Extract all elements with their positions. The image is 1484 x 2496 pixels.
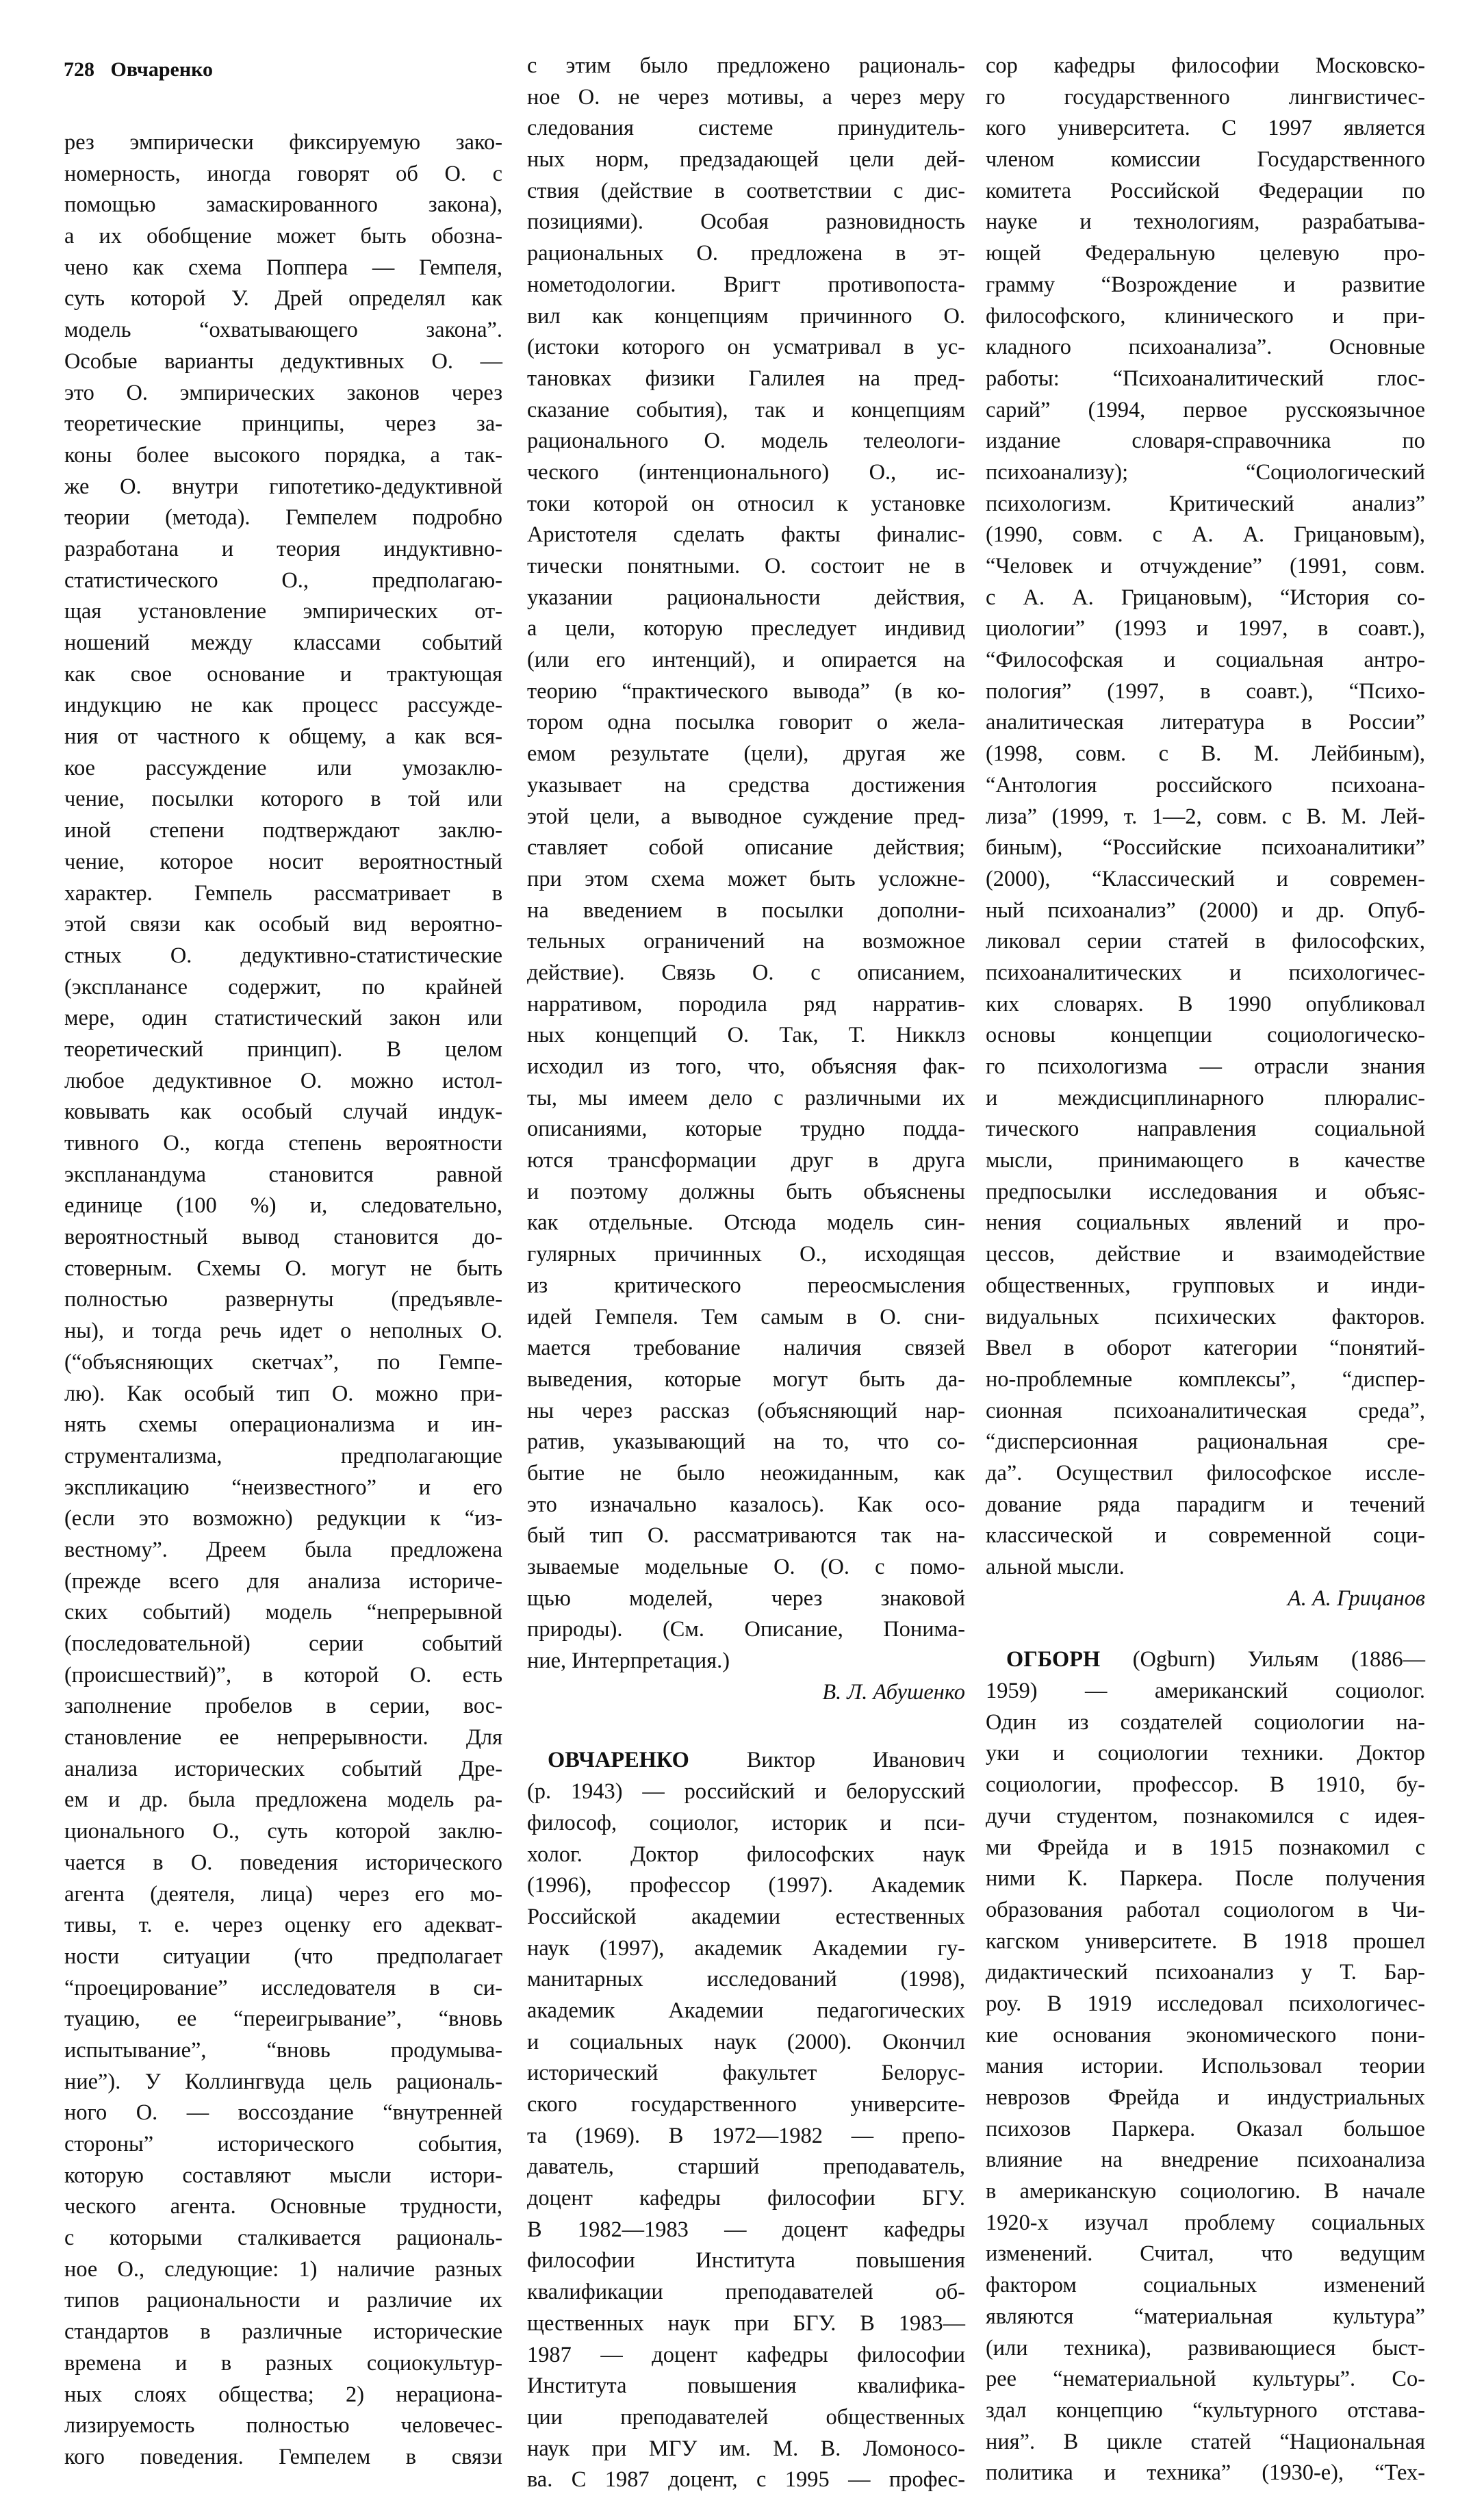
text-line: стороны” исторического события, bbox=[64, 2132, 502, 2156]
text-line: рациональных О. предложена в эт- bbox=[527, 241, 965, 266]
text-line: влияние на внедрение психоанализа bbox=[986, 2148, 1425, 2173]
text-line: ных концепций О. Так, Т. Никклз bbox=[527, 1023, 965, 1048]
text-line: да”. Осуществил философское иссле- bbox=[986, 1460, 1425, 1486]
text-line: го государственного лингвистичес- bbox=[986, 84, 1425, 110]
text-line: основы концепции социологическо- bbox=[986, 1023, 1425, 1048]
text-line: социологии, профессор. В 1910, бу- bbox=[986, 1772, 1425, 1798]
text-line: тически понятными. О. состоит не в bbox=[527, 554, 965, 578]
text-line: позициями). Особая разновидность bbox=[527, 209, 965, 235]
text-line: (истоки которого он усматривал в ус- bbox=[527, 335, 965, 360]
text-line: общественных, групповых и инди- bbox=[986, 1273, 1425, 1298]
running-header bbox=[64, 58, 213, 81]
text-line: емом результате (цели), другая же bbox=[527, 741, 965, 767]
author-signature: А. А. Грицанов bbox=[1288, 1586, 1425, 1611]
text-line: (если это возможно) редукции к “из- bbox=[64, 1506, 502, 1531]
text-line: циологии” (1993 и 1997, в соавт.), bbox=[986, 616, 1425, 641]
text-line: чение, которое носит вероятностный bbox=[64, 849, 502, 874]
text-line: времена и в разных социокультур- bbox=[64, 2350, 502, 2376]
text-line: кладного психоанализа”. Основные bbox=[986, 335, 1425, 360]
text-line: образования работал социологом в Чи- bbox=[986, 1897, 1425, 1922]
text-line: ционального О., суть которой заклю- bbox=[64, 1819, 502, 1844]
text-line: токи которой он относил к установке bbox=[527, 491, 965, 516]
text-line: теоретический принцип). В целом bbox=[64, 1036, 502, 1062]
text-line: ных слоях общества; 2) нерациона- bbox=[64, 2382, 502, 2407]
text-line: наук (1997), академик Академии гу- bbox=[527, 1935, 965, 1961]
text-line: “Человек и отчуждение” (1991, совм. bbox=[986, 554, 1425, 578]
text-line: психозов Паркера. Оказал большое bbox=[986, 2116, 1425, 2141]
text-line: даватель, старший преподаватель, bbox=[527, 2154, 965, 2180]
text-line: туацию, ее “переигрывание”, “вновь bbox=[64, 2007, 502, 2032]
text-line: индукцию не как процесс рассужде- bbox=[64, 693, 502, 718]
text-line: (последовательной) серии событий bbox=[64, 1631, 502, 1656]
text-line: “проецирование” исследователя в си- bbox=[64, 1975, 502, 2000]
text-line: ния от частного к общему, а как вся- bbox=[64, 724, 502, 750]
text-line: наук при МГУ им. М. В. Ломоносо- bbox=[527, 2436, 965, 2461]
text-line: ющей Федеральную целевую про- bbox=[986, 241, 1425, 266]
text-line: (или техника), развивающиеся быст- bbox=[986, 2335, 1425, 2360]
text-line: нарративом, породила ряд нарратив- bbox=[527, 991, 965, 1017]
text-line: испытывание”, “вновь продумыва- bbox=[64, 2037, 502, 2063]
text-line: ный психоанализ” (2000) и др. Опуб- bbox=[986, 897, 1425, 923]
text-line: коны более высокого порядка, а так- bbox=[64, 442, 502, 468]
text-line: ции преподавателей общественных bbox=[527, 2404, 965, 2430]
text-line: но-проблемные комплексы”, “диспер- bbox=[986, 1366, 1425, 1392]
text-line: экспланандума становится равной bbox=[64, 1162, 502, 1187]
text-line: Российской академии естественных bbox=[527, 1904, 965, 1929]
text-line: Аристотеля сделать факты финалис- bbox=[527, 522, 965, 548]
text-line: мания истории. Использовал теории bbox=[986, 2054, 1425, 2079]
text-line: полностью развернуты (предъявле- bbox=[64, 1287, 502, 1312]
column-middle bbox=[527, 51, 965, 2496]
text-line: это изначально казалось). Как осо- bbox=[527, 1492, 965, 1517]
text-line: работы: “Психоаналитический глос- bbox=[986, 366, 1425, 391]
text-line: дидактический психоанализ у Т. Бар- bbox=[986, 1960, 1425, 1985]
text-line: 1959) — американский социолог. bbox=[986, 1679, 1425, 1704]
entry-continuation bbox=[527, 51, 965, 1677]
text-line: с А. А. Грицановым), “История со- bbox=[986, 585, 1425, 610]
text-line: суть которой У. Дрей определял как bbox=[64, 286, 502, 311]
text-line: становление ее непрерывности. Для bbox=[64, 1725, 502, 1750]
text-line: сор кафедры философии Московско- bbox=[986, 53, 1425, 78]
headword: ОВЧАРЕНКО bbox=[548, 1748, 689, 1773]
text-line: зываемые модельные О. (О. с помо- bbox=[527, 1555, 965, 1579]
running-title: Овчаренко bbox=[110, 58, 213, 81]
text-line: здал концепцию “культурного отстава- bbox=[986, 2397, 1425, 2423]
text-line: бый тип О. рассматриваются так на- bbox=[527, 1523, 965, 1549]
text-line: и междисциплинарного плюралис- bbox=[986, 1085, 1425, 1110]
text-line: ем и др. была предложена модель ра- bbox=[64, 1787, 502, 1813]
text-line: нометодологии. Вригт противопоста- bbox=[527, 272, 965, 297]
text-line: ние, Интерпретация.) bbox=[527, 1648, 730, 1674]
text-line: и социальных наук (2000). Окончил bbox=[527, 2029, 965, 2054]
entry-gap bbox=[527, 1708, 965, 1745]
text-line: грамму “Возрождение и развитие bbox=[986, 272, 1425, 297]
text-line: щественных наук при БГУ. В 1983— bbox=[527, 2310, 965, 2336]
text-line: действие). Связь О. с описанием, bbox=[527, 960, 965, 985]
text-line: являются “материальная культура” bbox=[986, 2304, 1425, 2329]
text-line: вероятностный вывод становится до- bbox=[64, 1225, 502, 1250]
text-line: с которыми сталкивается рациональ- bbox=[64, 2226, 502, 2251]
text-line: теорию “практического вывода” (в ко- bbox=[527, 678, 965, 704]
text-line: следования системе принудитель- bbox=[527, 116, 965, 141]
text-line: струментализма, предполагающие bbox=[64, 1443, 502, 1468]
text-line: тановках физики Галилея на пред- bbox=[527, 366, 965, 391]
text-line: бытие не было неожиданным, как bbox=[527, 1460, 965, 1486]
text-line: ва. С 1987 доцент, с 1995 — профес- bbox=[527, 2467, 965, 2493]
text-line: ны через рассказ (объясняющий нар- bbox=[527, 1398, 965, 1423]
text-line: ния”. В цикле статей “Национальная bbox=[986, 2429, 1425, 2454]
text-line: лю). Как особый тип О. можно при- bbox=[64, 1381, 502, 1406]
text-line: ми Фрейда и в 1915 познакомил с bbox=[986, 1835, 1425, 1860]
text-line: типов рациональности и различие их bbox=[64, 2288, 502, 2313]
text-line: (или его интенций), и опирается на bbox=[527, 648, 965, 673]
text-line: ними К. Паркера. После получения bbox=[986, 1866, 1425, 1892]
text-line: дучи студентом, познакомился с идея- bbox=[986, 1803, 1425, 1829]
text-line: го психологизма — отрасли знания bbox=[986, 1054, 1425, 1079]
heading-rest: Виктор Иванович bbox=[746, 1748, 965, 1773]
text-line: щью моделей, через знаковой bbox=[527, 1586, 965, 1611]
text-line: “Философская и социальная антро- bbox=[986, 648, 1425, 673]
text-line: роу. В 1919 исследовал психологичес- bbox=[986, 1991, 1425, 2016]
text-line: нения социальных явлений и про- bbox=[986, 1210, 1425, 1236]
text-line: ности ситуации (что предполагает bbox=[64, 1944, 502, 1969]
text-line: чено как схема Поппера — Гемпеля, bbox=[64, 255, 502, 280]
text-line: которую составляют мысли истори- bbox=[64, 2163, 502, 2188]
text-line: мере, один статистический закон или bbox=[64, 1006, 502, 1031]
text-line: номерность, иногда говорят об О. с bbox=[64, 161, 502, 186]
text-line: природы). (См. Описание, Понима- bbox=[527, 1617, 965, 1642]
text-line: тельных ограничений на возможное bbox=[527, 929, 965, 954]
text-line: ты, мы имеем дело с различными их bbox=[527, 1085, 965, 1110]
text-line: рационального О. модель телеологи- bbox=[527, 429, 965, 454]
entry-body bbox=[527, 1777, 965, 2496]
text-line: ковывать как особый случай индук- bbox=[64, 1099, 502, 1125]
text-line: сказание события), так и концепциям bbox=[527, 397, 965, 422]
text-line: дование ряда парадигм и течений bbox=[986, 1492, 1425, 1517]
text-line: ношений между классами событий bbox=[64, 631, 502, 655]
text-line: комитета Российской Федерации по bbox=[986, 178, 1425, 203]
text-line: ких словарях. В 1990 опубликовал bbox=[986, 991, 1425, 1017]
text-line: “дисперсионная рациональная сре- bbox=[986, 1429, 1425, 1455]
text-line: исторический факультет Белорус- bbox=[527, 2061, 965, 2086]
text-line: рее “нематериальной культуры”. Со- bbox=[986, 2367, 1425, 2392]
text-line: ного О. — воссоздание “внутренней bbox=[64, 2100, 502, 2126]
text-line: ются трансформации друг в друга bbox=[527, 1148, 965, 1173]
entry-heading bbox=[986, 1644, 1425, 1676]
text-line: (прежде всего для анализа историче- bbox=[64, 1568, 502, 1594]
text-line: политика и техника” (1930-е), “Тех- bbox=[986, 2460, 1425, 2486]
text-line: из критического переосмысления bbox=[527, 1273, 965, 1298]
text-line: (“объясняющих скетчах”, по Гемпе- bbox=[64, 1349, 502, 1375]
text-line: (р. 1943) — российский и белорусский bbox=[527, 1779, 965, 1805]
text-line: теории (метода). Гемпелем подробно bbox=[64, 505, 502, 531]
text-line: теоретические принципы, через за- bbox=[64, 411, 502, 437]
text-line: стных О. дедуктивно-статистические bbox=[64, 943, 502, 968]
text-line: манитарных исследований (1998), bbox=[527, 1967, 965, 1992]
text-line: тивного О., когда степень вероятности bbox=[64, 1131, 502, 1156]
text-line: Один из создателей социологии на- bbox=[986, 1709, 1425, 1735]
text-line: пология” (1997, в соавт.), “Психо- bbox=[986, 678, 1425, 704]
text-line: анализа исторических событий Дре- bbox=[64, 1756, 502, 1781]
text-line: ное О., следующие: 1) наличие разных bbox=[64, 2256, 502, 2282]
text-line: указывает на средства достижения bbox=[527, 772, 965, 798]
text-line: ны), и тогда речь идет о неполных О. bbox=[64, 1319, 502, 1344]
text-line: разработана и теория индуктивно- bbox=[64, 536, 502, 561]
text-line: сарий” (1994, первое русскоязычное bbox=[986, 397, 1425, 422]
text-line: заполнение пробелов в серии, вос- bbox=[64, 1694, 502, 1719]
text-line: вил как концепциям причинного О. bbox=[527, 303, 965, 329]
text-line: психоанализу); “Социологический bbox=[986, 459, 1425, 485]
text-line: тором одна посылка говорит о жела- bbox=[527, 710, 965, 735]
text-line: этой цели, а выводное суждение пред- bbox=[527, 804, 965, 829]
text-line: исходил из того, что, объясняя фак- bbox=[527, 1054, 965, 1079]
text-line: кое рассуждение или умозаклю- bbox=[64, 755, 502, 780]
text-line: чение, посылки которого в той или bbox=[64, 787, 502, 812]
text-line: (1990, совм. с А. А. Грицановым), bbox=[986, 522, 1425, 548]
text-line: 1987 — доцент кафедры философии bbox=[527, 2342, 965, 2367]
text-line: агента (деятеля, лица) через его мо- bbox=[64, 1881, 502, 1907]
text-line: кие основания экономического пони- bbox=[986, 2022, 1425, 2048]
text-line: любое дедуктивное О. можно истол- bbox=[64, 1068, 502, 1093]
text-line: 1920-х изучал проблему социальных bbox=[986, 2210, 1425, 2235]
text-line: щая установление эмпирических от- bbox=[64, 599, 502, 624]
text-line: (1996), профессор (1997). Академик bbox=[527, 1873, 965, 1898]
text-line: нять схемы операционализма и ин- bbox=[64, 1412, 502, 1438]
text-line: характер. Гемпель рассматривает в bbox=[64, 880, 502, 906]
text-line: кого университета. С 1997 является bbox=[986, 116, 1425, 141]
text-line: на введением в посылки дополни- bbox=[527, 897, 965, 923]
entry-continuation bbox=[986, 51, 1425, 1583]
text-line: помощью замаскированного закона), bbox=[64, 192, 502, 218]
text-line: неврозов Фрейда и индустриальных bbox=[986, 2085, 1425, 2110]
text-line: (1998, совм. с В. М. Лейбиным), bbox=[986, 741, 1425, 767]
heading-rest: (Ogburn) Уильям (1886— bbox=[1132, 1647, 1425, 1672]
text-line: тивы, т. е. через оценку его адекват- bbox=[64, 1913, 502, 1938]
text-line: предпосылки исследования и объяс- bbox=[986, 1179, 1425, 1204]
text-line: биным), “Российские психоаналитики” bbox=[986, 835, 1425, 861]
text-line: альной мысли. bbox=[986, 1555, 1125, 1579]
text-line: ние”). У Коллингвуда цель рациональ- bbox=[64, 2069, 502, 2094]
column-right bbox=[986, 51, 1425, 2489]
text-line: (экспланансе содержит, по крайней bbox=[64, 974, 502, 999]
text-line: аналитическая литература в России” bbox=[986, 710, 1425, 735]
text-line: фактором социальных изменений bbox=[986, 2273, 1425, 2298]
text-line: единице (100 %) и, следовательно, bbox=[64, 1193, 502, 1219]
text-line: членом комиссии Государственного bbox=[986, 147, 1425, 173]
text-line: “Антология российского психоана- bbox=[986, 772, 1425, 798]
text-line: лиза” (1999, т. 1—2, совм. с В. М. Лей- bbox=[986, 804, 1425, 829]
text-line: идей Гемпеля. Тем самым в О. сни- bbox=[527, 1304, 965, 1329]
text-line: классической и современной соци- bbox=[986, 1523, 1425, 1549]
text-line: В 1982—1983 — доцент кафедры bbox=[527, 2217, 965, 2242]
text-line: ствия (действие в соответствии с дис- bbox=[527, 178, 965, 203]
entry-heading bbox=[527, 1745, 965, 1777]
text-line: издание словаря-справочника по bbox=[986, 429, 1425, 454]
text-line: описаниями, которые трудно подда- bbox=[527, 1117, 965, 1142]
text-line: (происшествий)”, в которой О. есть bbox=[64, 1662, 502, 1688]
text-line: вестному”. Дреем была предложена bbox=[64, 1537, 502, 1562]
text-line: академик Академии педагогических bbox=[527, 1998, 965, 2023]
text-line: при этом схема может быть усложне- bbox=[527, 866, 965, 891]
text-line: психологизм. Критический анализ” bbox=[986, 491, 1425, 516]
text-line: доцент кафедры философии БГУ. bbox=[527, 2186, 965, 2211]
column-left bbox=[64, 127, 502, 2473]
text-line: психоаналитических и психологичес- bbox=[986, 960, 1425, 985]
text-line: видуальных психических факторов. bbox=[986, 1304, 1425, 1329]
text-line: Ввел в оборот категории “понятий- bbox=[986, 1336, 1425, 1361]
text-line: а их обобщение может быть обозна- bbox=[64, 224, 502, 249]
text-line: лизируемость полностью человечес- bbox=[64, 2413, 502, 2438]
text-line: ставляет собой описание действия; bbox=[527, 835, 965, 861]
text-line: науке и технологиям, разрабатыва- bbox=[986, 209, 1425, 235]
text-line: изменений. Считал, что ведущим bbox=[986, 2241, 1425, 2267]
text-line: кагском университете. В 1918 прошел bbox=[986, 1928, 1425, 1954]
text-line: ных норм, предзадающей цели дей- bbox=[527, 147, 965, 173]
text-line: ликовал серии статей в философских, bbox=[986, 929, 1425, 954]
headword: ОГБОРН bbox=[1006, 1647, 1101, 1672]
text-line: это О. эмпирических законов через bbox=[64, 380, 502, 405]
text-line: как свое основание и трактующая bbox=[64, 661, 502, 687]
author-signature: В. Л. Абушенко bbox=[822, 1679, 965, 1705]
text-line: ческого агента. Основные трудности, bbox=[64, 2194, 502, 2219]
text-line: философ, социолог, историк и пси- bbox=[527, 1810, 965, 1835]
text-line: ских событий) модель “непрерывной bbox=[64, 1600, 502, 1625]
page-number: 728 bbox=[64, 58, 94, 81]
text-line: тического направления социальной bbox=[986, 1117, 1425, 1142]
text-line: ского государственного университе- bbox=[527, 2092, 965, 2117]
text-line: стандартов в различные исторические bbox=[64, 2319, 502, 2345]
text-line: философии Института повышения bbox=[527, 2248, 965, 2274]
text-line: холог. Доктор философских наук bbox=[527, 1842, 965, 1867]
text-line: ное О. не через мотивы, а через меру bbox=[527, 84, 965, 110]
text-line: и поэтому должны быть объяснены bbox=[527, 1179, 965, 1204]
text-line: ческого (интенционального) О., ис- bbox=[527, 459, 965, 485]
text-line: Института повышения квалифика- bbox=[527, 2373, 965, 2399]
text-line: стоверным. Схемы О. могут не быть bbox=[64, 1256, 502, 1281]
text-line: в американскую социологию. В начале bbox=[986, 2179, 1425, 2204]
text-line: Особые варианты дедуктивных О. — bbox=[64, 348, 502, 374]
text-line: сионная психоаналитическая среда”, bbox=[986, 1398, 1425, 1423]
text-line: мысли, принимающего в качестве bbox=[986, 1148, 1425, 1173]
text-line: статистического О., предполагаю- bbox=[64, 568, 502, 593]
text-line: с этим было предложено рациональ- bbox=[527, 53, 965, 78]
text-line: квалификации преподавателей об- bbox=[527, 2280, 965, 2305]
text-line: гулярных причинных О., исходящая bbox=[527, 1242, 965, 1267]
text-line: иной степени подтверждают заклю- bbox=[64, 818, 502, 843]
text-line: чается в О. поведения исторического bbox=[64, 1850, 502, 1875]
text-line: указании рациональности действия, bbox=[527, 585, 965, 610]
text-line: философского, клинического и при- bbox=[986, 303, 1425, 329]
text-line: ратив, указывающий на то, что со- bbox=[527, 1429, 965, 1455]
text-line: как отдельные. Отсюда модель син- bbox=[527, 1210, 965, 1236]
text-line: мается требование наличия связей bbox=[527, 1336, 965, 1361]
text-line: а цели, которую преследует индивид bbox=[527, 616, 965, 641]
entry-body bbox=[986, 1676, 1425, 2489]
text-line: же О. внутри гипотетико-дедуктивной bbox=[64, 474, 502, 499]
text-line: этой связи как особый вид вероятно- bbox=[64, 912, 502, 937]
text-line: цессов, действие и взаимодействие bbox=[986, 1242, 1425, 1267]
text-line: модель “охватывающего закона”. bbox=[64, 318, 502, 343]
text-line: выведения, которые могут быть да- bbox=[527, 1366, 965, 1392]
text-line: экспликацию “неизвестного” и его bbox=[64, 1475, 502, 1500]
entry-gap bbox=[986, 1614, 1425, 1644]
text-line: та (1969). В 1972—1982 — препо- bbox=[527, 2123, 965, 2148]
text-line: кого поведения. Гемпелем в связи bbox=[64, 2444, 502, 2469]
text-line: (2000), “Классический и современ- bbox=[986, 866, 1425, 891]
text-line: рез эмпирически фиксируемую зако- bbox=[64, 130, 502, 155]
text-line: уки и социологии техники. Доктор bbox=[986, 1741, 1425, 1766]
